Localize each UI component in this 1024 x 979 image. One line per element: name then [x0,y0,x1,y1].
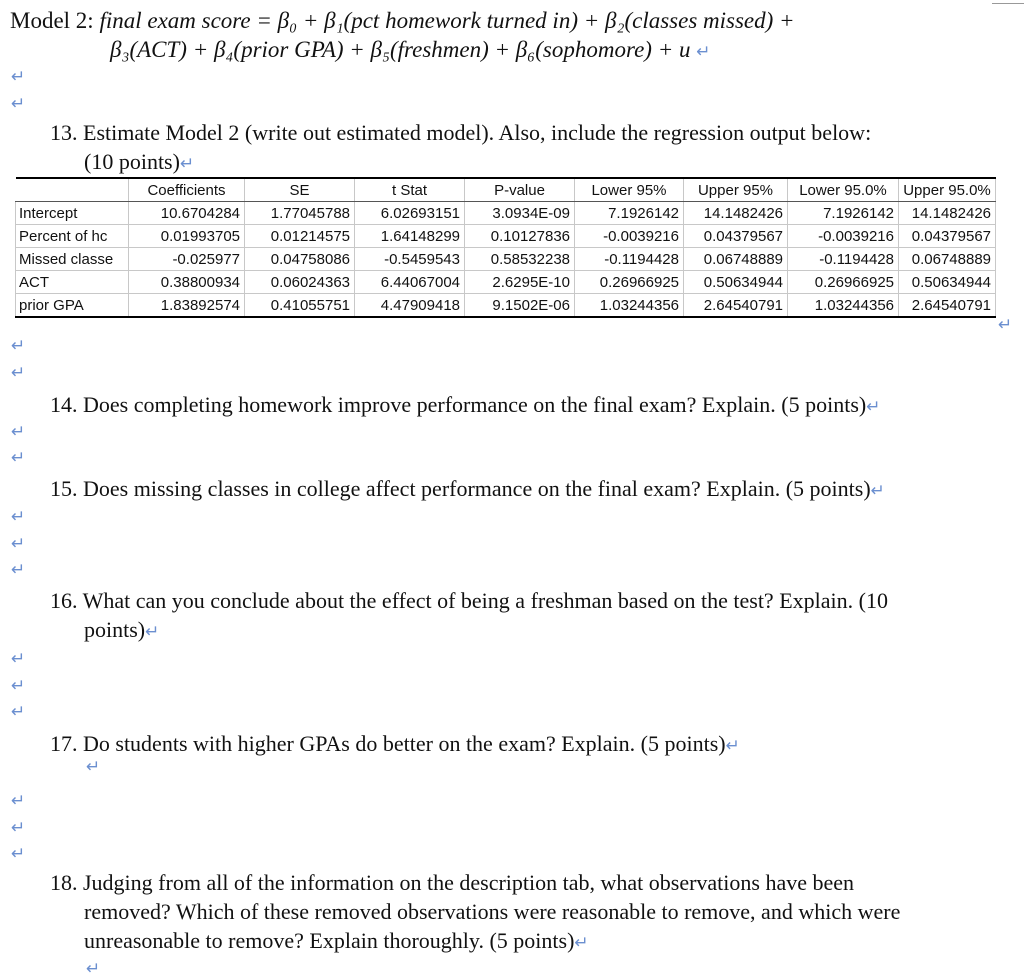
table-row-label: Percent of hc [16,225,129,248]
table-cell: 0.06024363 [245,271,355,294]
regression-output-table [15,177,996,318]
question-18-line-1: 18. Judging from all of the information on the description tab, what observations have been [50,870,855,895]
table-cell: 4.47909418 [355,294,465,318]
model-equation-part-1: final exam score = β₀ + β₁(pct homework turned in) + β₂(classes missed) + [99,8,795,33]
table-cell: 0.26966925 [788,271,899,294]
question-17 [50,729,740,761]
question-13-line-1: 13. Estimate Model 2 (write out estimated model). Also, include the regression output below: [50,120,872,145]
paragraph-mark-icon: ↵ [11,844,26,864]
header-rule [992,3,1024,4]
table-cell: 1.03244356 [788,294,899,318]
table-cell: 0.41055751 [245,294,355,318]
question-14-text: 14. Does completing homework improve performance on the final exam? Explain. (5 points) [50,392,867,417]
paragraph-mark-icon: ↵ [998,315,1013,335]
table-cell: 0.04379567 [684,225,788,248]
table-cell: 1.83892574 [129,294,245,318]
question-16 [50,586,888,647]
paragraph-mark-icon: ↵ [11,560,26,580]
paragraph-mark-icon: ↵ [11,534,26,554]
table-cell: 0.06748889 [684,248,788,271]
table-header-cell [16,178,129,202]
table-cell: -0.025977 [129,248,245,271]
paragraph-mark-icon: ↵ [11,702,26,722]
model-equation-line-2 [110,37,710,63]
table-cell: 0.04379567 [899,225,996,248]
table-row [16,248,996,271]
table-cell: 0.06748889 [899,248,996,271]
table-cell: -0.1194428 [788,248,899,271]
table-cell: 9.1502E-06 [465,294,575,318]
table-row-label: Missed classe [16,248,129,271]
table-cell: 0.50634944 [899,271,996,294]
paragraph-mark-icon: ↵ [11,363,26,383]
table-cell: 0.58532238 [465,248,575,271]
table-header-cell: t Stat [355,178,465,202]
table-cell: 1.77045788 [245,202,355,225]
paragraph-mark-icon: ↵ [696,42,711,62]
table-cell: 14.1482426 [899,202,996,225]
table-cell: -0.5459543 [355,248,465,271]
table-header-cell: Lower 95% [575,178,684,202]
table-cell: 7.1926142 [788,202,899,225]
table-cell: 7.1926142 [575,202,684,225]
question-18-line-2: removed? Which of these removed observations were reasonable to remove, and which were [84,899,901,924]
table-header-cell: Lower 95.0% [788,178,899,202]
table-row [16,202,996,225]
table-cell: 0.50634944 [684,271,788,294]
table-cell: 6.02693151 [355,202,465,225]
table-header-cell: Upper 95% [684,178,788,202]
paragraph-mark-icon: ↵ [11,791,26,811]
table-cell: 0.04758086 [245,248,355,271]
paragraph-mark-icon: ↵ [11,67,26,87]
table-cell: 6.44067004 [355,271,465,294]
question-15-text: 15. Does missing classes in college affect performance on the final exam? Explain. (5 points) [50,476,871,501]
paragraph-mark-icon: ↵ [179,154,195,174]
paragraph-mark-icon: ↵ [11,507,26,527]
table-cell: 3.0934E-09 [465,202,575,225]
table-header-cell: P-value [465,178,575,202]
question-17-text: 17. Do students with higher GPAs do better on the exam? Explain. (5 points) [50,731,726,756]
question-16-line-2: points) [84,617,146,642]
paragraph-mark-icon: ↵ [870,481,885,501]
question-18 [50,868,900,958]
table-row [16,294,996,318]
question-15 [50,474,885,506]
question-13-line-2: (10 points) [84,149,180,174]
table-header-cell: Coefficients [129,178,245,202]
table-cell: 0.10127836 [465,225,575,248]
table-cell: -0.0039216 [788,225,899,248]
table-cell: 0.01214575 [245,225,355,248]
table-row-label: prior GPA [16,294,129,318]
model-equation-part-2: β₃(ACT) + β₄(prior GPA) + β₅(freshmen) + β₆(sophomore) + u [110,37,691,62]
table-cell: 10.6704284 [129,202,245,225]
question-13 [50,118,871,179]
table-cell: 2.64540791 [899,294,996,318]
table-cell: 1.03244356 [575,294,684,318]
table-row [16,271,996,294]
model-label: Model 2: [10,8,94,33]
table-header-cell: SE [245,178,355,202]
table-cell: 1.64148299 [355,225,465,248]
question-14 [50,390,880,422]
table-row [16,225,996,248]
model-equation-line-1 [10,8,795,34]
table-cell: 2.64540791 [684,294,788,318]
question-16-line-1: 16. What can you conclude about the effect of being a freshman based on the test? Explain. (10 [50,588,888,613]
question-18-line-3: unreasonable to remove? Explain thoroughly. (5 points) [84,928,575,953]
table-cell: 2.6295E-10 [465,271,575,294]
table-cell: 0.01993705 [129,225,245,248]
paragraph-mark-icon: ↵ [866,397,881,417]
table-cell: 0.38800934 [129,271,245,294]
table-cell: -0.1194428 [575,248,684,271]
table-cell: 0.26966925 [575,271,684,294]
paragraph-mark-icon: ↵ [725,736,740,756]
paragraph-mark-icon: ↵ [11,448,26,468]
paragraph-mark-icon: ↵ [11,94,26,114]
paragraph-mark-icon: ↵ [574,933,589,953]
table-row-label: ACT [16,271,129,294]
paragraph-mark-icon: ↵ [11,818,26,838]
paragraph-mark-icon: ↵ [11,336,26,356]
table-cell: -0.0039216 [575,225,684,248]
table-header-row [16,178,996,202]
paragraph-mark-icon: ↵ [11,422,26,442]
paragraph-mark-icon: ↵ [86,959,101,979]
table-header-cell: Upper 95.0% [899,178,996,202]
paragraph-mark-icon: ↵ [11,676,26,696]
table-cell: 14.1482426 [684,202,788,225]
table-row-label: Intercept [16,202,129,225]
paragraph-mark-icon: ↵ [86,757,101,777]
paragraph-mark-icon: ↵ [145,622,160,642]
paragraph-mark-icon: ↵ [11,649,26,669]
